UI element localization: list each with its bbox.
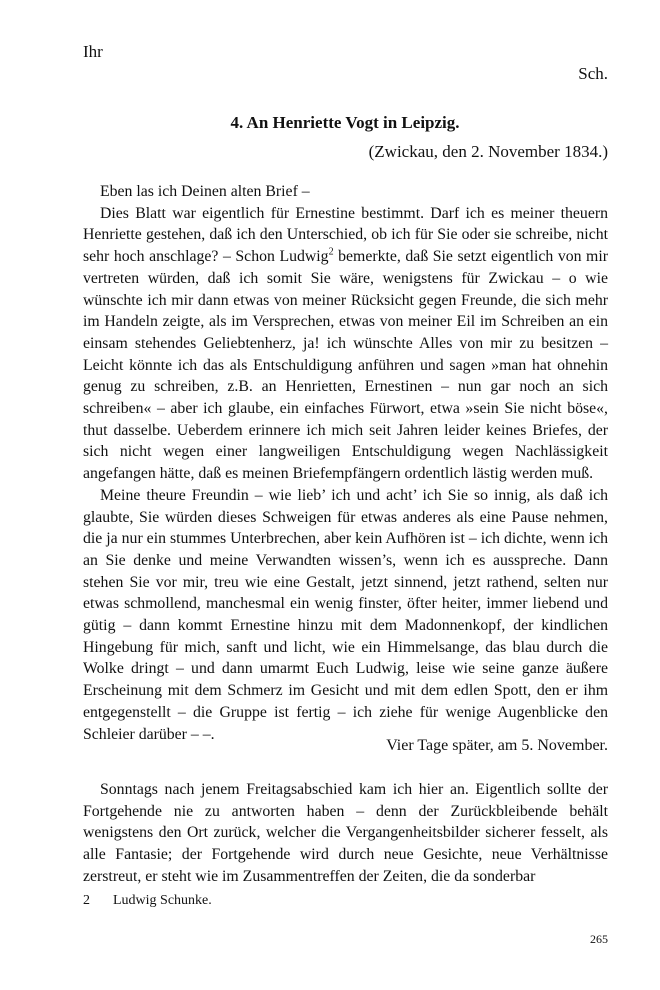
paragraph-2: Meine theure Freundin – wie lieb’ ich und acht’ ich Sie so innig, als daß ich glaubte, Sie würden dieses Schweigen für etwas anderes als eine Pause nehmen, die ja nur ein stummes Unterbrechen, aber kein Aufhören ist – ich dichte, wenn ich an Sie denke und meine Verwandten wissen’s, wenn ich es ausspreche. Dann stehen Sie vor mir, treu wie eine Gestalt, jetzt sinnend, jetzt rathend, selten nur etwas schmollend, manchesmal ein wenig finster, öfter heiter, immer liebend und gütig – dann kommt Ernestine hinzu mit dem Madonnenkopf, der kindlichen Hingebung für mich, sanft und licht, wie ein Himmelsange, das blau durch die Wolke dringt – und dann umarmt Euch Ludwig, leise wie seine ganze äußere Erscheinung mit dem Schmerz im Gesicht und mit dem edlen Spott, den er ihm entgegenstellt – die Gruppe ist fertig – ich ziehe für wenige Augenblicke den Schleier darüber – –. xyxy=(83,486,608,743)
letter-title: 4. An Henriette Vogt in Leipzig. xyxy=(230,113,460,132)
letter-body-part-2 xyxy=(83,779,608,888)
paragraph-1-text-a: Dies Blatt war eigentlich für Ernestine bestimmt. Darf ich es meiner theuern Henriette gestehen, daß ich den Unterschied, ob ich für Sie oder sie schreibe, nicht sehr hoch anschlage? – Schon Ludwig xyxy=(83,204,608,266)
letter-body-part-1 xyxy=(83,181,608,745)
paragraph-1 xyxy=(83,203,608,485)
footnote xyxy=(83,893,212,909)
paragraph-1-text-b: bemerkte, daß Sie setzt eigentlich von mir vertreten würden, daß ich somit Sie wäre, wenigstens für Zwickau – o wie wünschte ich mir dann etwas von meiner Rücksicht gegen Freunde, die sich mehr im Handeln zeigte, als im Versprechen, etwas von meiner Eil im Schreiben an ein einsam stehendes Geliebtenherz, ja! ich wünschte Alles von mir zu besitzen – Leicht könnte ich das als Entschuldigung anführen und sagen »man hat ohnehin genug zu schreiben, z.B. an Henrietten, Ernestinen – nun gar noch an sich schreiben« – aber ich glaube, ein einfaches Fürwort, etwa »sein Sie nicht böse«, thut dasselbe. Ueberdem erinnere ich mich seit Jahren leider keines Briefes, der sich nicht wegen einer langweiligen Entschuldigung wegen Nachlässigkeit angefangen hätte, daß es meinen Briefempfängern ordentlich lästig werden muß. xyxy=(83,248,608,483)
footnote-text: Ludwig Schunke. xyxy=(113,893,212,908)
later-dateline: Vier Tage später, am 5. November. xyxy=(386,737,608,754)
letter-dateline: (Zwickau, den 2. November 1834.) xyxy=(368,142,608,161)
page-number: 265 xyxy=(590,932,608,946)
footnote-reference: 2 xyxy=(328,246,334,258)
opening-line: Eben las ich Deinen alten Brief – xyxy=(100,183,310,200)
closing-signature: Sch. xyxy=(578,64,608,83)
closing-salutation: Ihr xyxy=(83,42,103,61)
footnote-number: 2 xyxy=(83,893,90,908)
paragraph-3: Sonntags nach jenem Freitagsabschied kam ich hier an. Eigentlich sollte der Fortgehende nie zu antworten haben – denn der Zurückbleibende behält wenigstens den Ort zurück, welcher die Vergangenheitsbilder sicherer fesselt, als alle Fantasie; der Fortgehende wird durch neue Gesichte, neue Verhältnisse zerstreut, er steht wie im Zusammentreffen der Zeiten, die da sonderbar xyxy=(83,781,608,885)
